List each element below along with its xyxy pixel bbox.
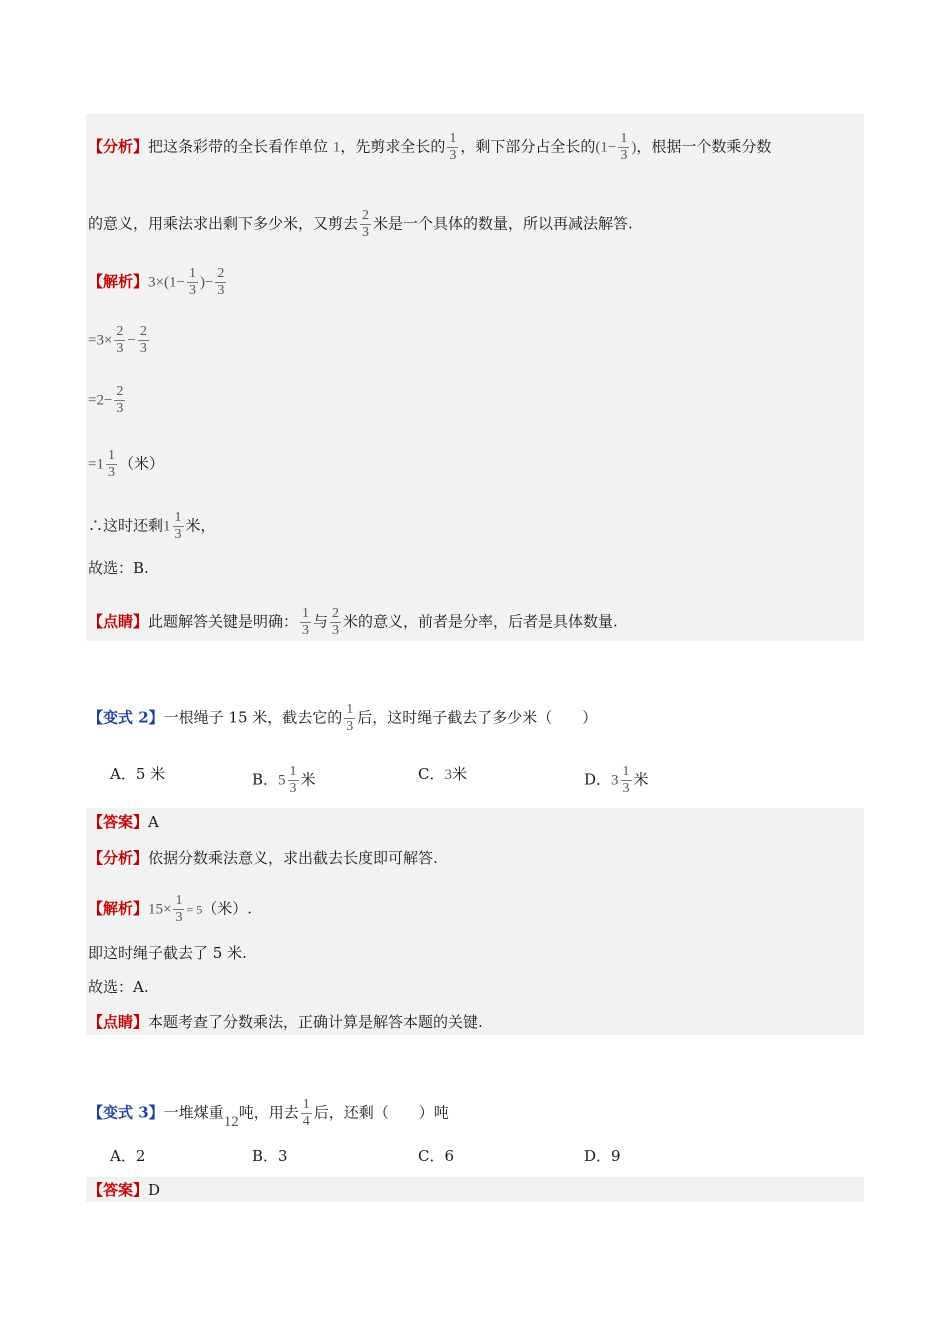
fraction-one-third: $\frac{1}{3}$ xyxy=(449,131,457,163)
q2-option-a: A．5 米 xyxy=(110,765,166,783)
variant-tag: 【变式 2】 xyxy=(88,708,164,727)
q2-option-d: D．3 $\frac{1}{3}$ 米 xyxy=(584,764,649,796)
q1-therefore: ∴这时还剩1 $\frac{1}{3}$ 米， xyxy=(88,510,216,542)
q1-analysis-line2: 的意义，用乘法求出剩下多少米，又剪去 $\frac{2}{3}$ 米是一个具体的数量，所以再减法解答. xyxy=(88,208,633,240)
q1-comment: 【点睛】此题解答关键是明确： $\frac{1}{3}$ 与 $\frac{2}{3}$ 米的意义，前者是分率，后者是具体数量. xyxy=(88,606,618,638)
fraction-two-thirds: $\frac{2}{3}$ xyxy=(362,208,370,240)
q1-solution-step1: 【解析】3×(1− $\frac{1}{3}$ )− $\frac{2}{3}$ xyxy=(88,266,225,298)
q3-option-a: A．2 xyxy=(110,1147,146,1165)
q1-solution-step2: =3× $\frac{2}{3}$ − $\frac{2}{3}$ xyxy=(88,324,147,356)
q2-option-c: C．3米 xyxy=(418,765,467,783)
q3-answer: 【答案】D xyxy=(88,1181,161,1199)
solution-tag: 【解析】 xyxy=(88,272,149,291)
q2-result: 即这时绳子截去了 5 米. xyxy=(88,944,247,962)
fraction-one-third: $\frac{1}{3}$ xyxy=(620,131,628,163)
comment-tag: 【点睛】 xyxy=(88,612,149,631)
q2-comment: 【点睛】本题考查了分数乘法，正确计算是解答本题的关键. xyxy=(88,1013,483,1031)
q3-answer-block xyxy=(86,1177,864,1202)
q2-choose: 故选：A. xyxy=(88,978,149,996)
variant-tag: 【变式 3】 xyxy=(88,1103,164,1122)
analysis-tag: 【分析】 xyxy=(88,137,149,156)
q2-stem: 【变式 2】一根绳子 15 米，截去它的 $\frac{1}{3}$ 后，这时绳子截去了多少米（ ） xyxy=(88,702,598,734)
q1-explanation-block xyxy=(86,114,864,641)
q2-option-b: B．5 $\frac{1}{3}$ 米 xyxy=(252,764,316,796)
q1-analysis-line1: 【分析】把这条彩带的全长看作单位 1，先剪求全长的 $\frac{1}{3}$ ，剩下部分占全长的(1− $\frac{1}{3}$ )，根据一个数乘分数 xyxy=(88,131,772,163)
q2-answer: 【答案】A xyxy=(88,813,159,831)
q1-solution-step4: =1 $\frac{1}{3}$ （米） xyxy=(88,448,164,480)
q2-solution: 【解析】15× $\frac{1}{3}$ = 5（米）. xyxy=(88,893,253,925)
q1-choose: 故选：B. xyxy=(88,559,149,577)
q3-option-b: B．3 xyxy=(252,1147,288,1165)
q3-stem: 【变式 3】一堆煤重12吨，用去 $\frac{1}{4}$ 后，还剩（ ）吨 xyxy=(88,1097,449,1130)
q3-option-d: D．9 xyxy=(584,1147,621,1165)
q2-analysis: 【分析】依据分数乘法意义，求出截去长度即可解答. xyxy=(88,849,438,867)
q3-option-c: C．6 xyxy=(418,1147,455,1165)
q1-solution-step3: =2− $\frac{2}{3}$ xyxy=(88,384,124,416)
